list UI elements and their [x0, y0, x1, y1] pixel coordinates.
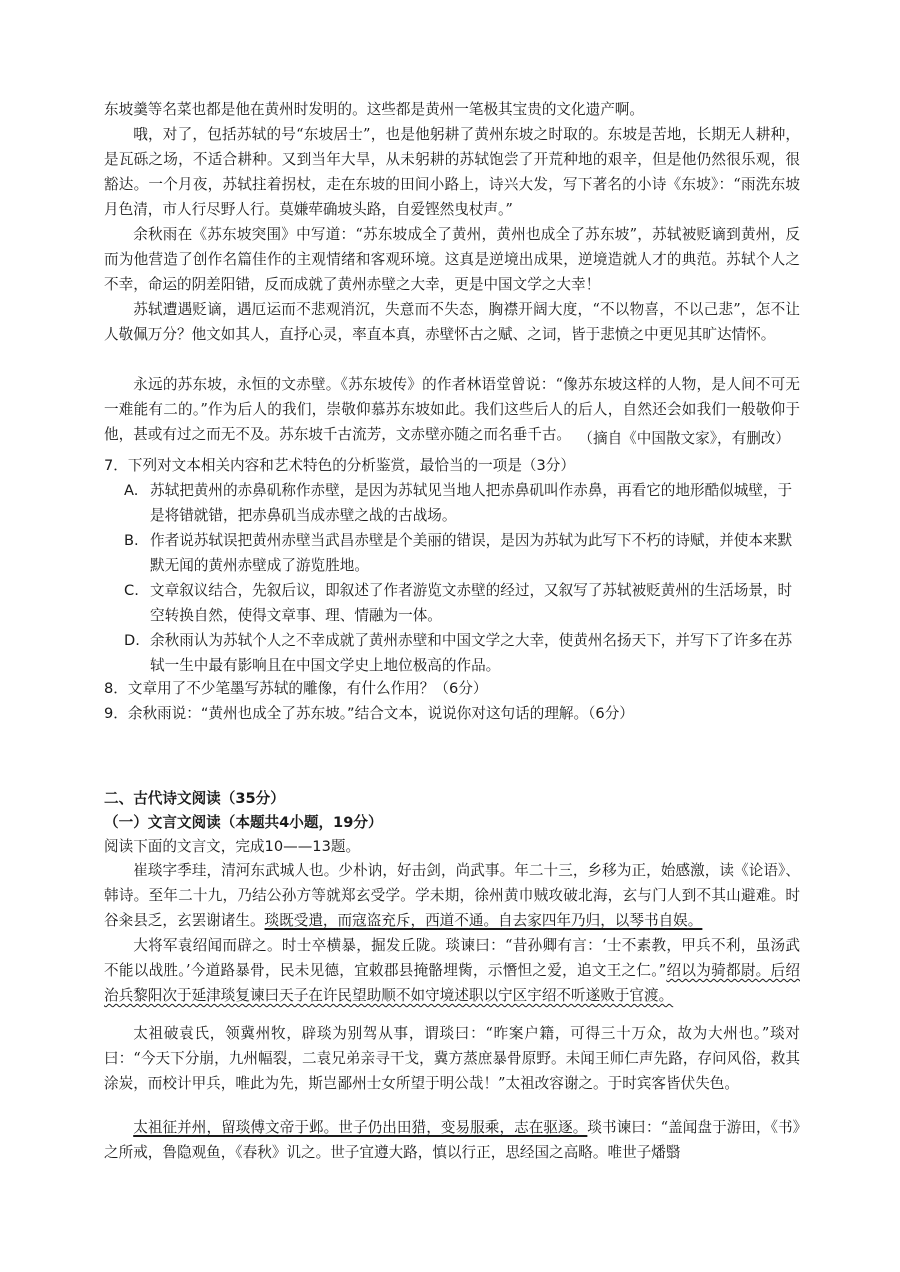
- classical-text: 大将军袁绍闻而辟之。时士卒横暴，掘发丘陇。琰谏曰：“昔孙卿有言：‘士不素教，甲兵不利，虽汤武不能以战胜。’今道路暴骨，民未见德，宜敕郡县掩骼埋胔，示憯怛之爱，追文王之仁。”: [104, 937, 800, 979]
- option-text: 余秋雨认为苏轼个人之不幸成就了黄州赤壁和中国文学之大幸，使黄州名扬天下，并写下了许多在苏轼一生中最有影响且在中国文学史上地位极高的作品。: [150, 632, 793, 674]
- question-9: 9．余秋雨说：“黄州也成全了苏东坡。”结合文本，说说你对这句话的理解。（6分）: [104, 705, 634, 722]
- classical-text: 崔琰字季珪，清河东武城人也。少朴讷，好击剑，尚武事。年二十三，乡移为正，始感激，读《论语》、韩诗。至年二十九，乃结公孙方等就郑玄受学。学未期，徐州黄巾贼攻破北海，玄与门人到不其山避难。时谷籴县乏，玄罢谢诸生。: [104, 862, 800, 929]
- option-label: C.: [124, 582, 139, 599]
- q7-option-d: [124, 628, 804, 678]
- option-text: 作者说苏轼误把黄州赤壁当武昌赤壁是个美丽的错误，是因为苏轼为此写下不朽的诗赋，并使本来默默无闻的黄州赤壁成了游览胜地。: [150, 532, 793, 574]
- section-2-subtitle: （一）文言文阅读（本题共4小题，19分）: [104, 814, 383, 831]
- classical-text: 琰书谏曰：“盖闻盘于游田，《书》之所戒，鲁隐观鱼，《春秋》讥之。世子宜遵大路，慎以行正，思经国之高略。唯世子燔翳: [104, 1119, 800, 1161]
- classical-paragraph-2: [104, 933, 800, 1008]
- option-label: D.: [124, 632, 140, 649]
- question-7: 7．下列对文本相关内容和艺术特色的分析鉴赏，最恰当的一项是（3分）: [104, 457, 575, 474]
- section-2-title: 二、古代诗文阅读（35分）: [104, 790, 285, 807]
- q7-option-a: [124, 478, 804, 528]
- option-text: 苏轼把黄州的赤鼻矶称作赤壁，是因为苏轼见当地人把赤鼻矶叫作赤鼻，再看它的地形酷似城壁，于是将错就错，把赤鼻矶当成赤壁之战的古战场。: [150, 482, 793, 524]
- passage-paragraph-1: 哦，对了，包括苏轼的号“东坡居士”，也是他躬耕了黄州东坡之时取的。东坡是苦地，长期无人耕种，是瓦砾之场，不适合耕种。又到当年大旱，从未躬耕的苏轼饱尝了开荒种地的艰辛，但是他仍然很乐观，很豁达。一个月夜，苏轼拄着拐杖，走在东坡的田间小路上，诗兴大发，写下著名的小诗《东坡》：“雨洗东坡月色清，市人行尽野人行。莫嫌荦确坡头路，自爱铿然曳杖声。”: [104, 126, 800, 218]
- section-2-instructions: 阅读下面的文言文，完成10——13题。: [104, 838, 361, 855]
- option-text: 文章叙议结合，先叙后议，即叙述了作者游览文赤壁的经过，又叙写了苏轼被贬黄州的生活场景，时空转换自然，使得文章事、理、情融为一体。: [150, 582, 793, 624]
- passage-source: （摘自《中国散文家》，有删改）: [578, 430, 790, 447]
- classical-paragraph-3: 太祖破袁氏，领冀州牧，辟琰为别驾从事，谓琰曰：“昨案户籍，可得三十万众，故为大州也。”琰对曰：“今天下分崩，九州幅裂，二袁兄弟亲寻干戈，冀方蒸庶暴骨原野。未闻王师仁声先路，存问风俗，救其涂炭，而校计甲兵，唯此为先，斯岂鄙州士女所望于明公哉！”太祖改容谢之。于时宾客皆伏失色。: [104, 1025, 800, 1092]
- option-label: B.: [124, 532, 139, 549]
- passage-paragraph-2: 余秋雨在《苏东坡突围》中写道：“苏东坡成全了黄州，黄州也成全了苏东坡”，苏轼被贬谪到黄州，反而为他营造了创作名篇佳作的主观情绪和客观环境。这真是逆境出成果，逆境造就人才的典范。苏轼个人之不幸，命运的阴差阳错，反而成就了黄州赤壁之大幸，更是中国文学之大幸！: [104, 226, 800, 293]
- passage-paragraph-0: 东坡羹等名菜也都是他在黄州时发明的。这些都是黄州一笔极其宝贵的文化遗产啊。: [104, 101, 644, 118]
- q7-option-c: [124, 578, 804, 628]
- question-8: 8．文章用了不少笔墨写苏轼的雕像，有什么作用？（6分）: [104, 680, 488, 697]
- passage-paragraph-3: 苏轼遭遇贬谪，遇厄运而不悲观消沉，失意而不失态，胸襟开阔大度，“不以物喜，不以己悲”，怎不让人敬佩万分？他文如其人，直抒心灵，率直本真，赤壁怀古之赋、之词，皆于悲愤之中更见其旷达情怀。: [104, 301, 800, 343]
- underlined-sentence: 太祖征并州，留琰傅文帝于邺。世子仍出田猎，变易服乘，志在驱逐。: [133, 1119, 588, 1136]
- underlined-sentence: 琰既受遣，而寇盗充斥，西道不通。自去家四年乃归，以琴书自娱。: [264, 912, 703, 929]
- wavy-underlined-passage: 绍以为骑都尉。后绍治兵黎阳次于延津琰复谏曰天子在许民望助顺不如守境述职以宁区宇绍不听遂败于官渡。: [104, 962, 800, 1004]
- passage-paragraph-4: 永远的苏东坡，永恒的文赤壁。《苏东坡传》的作者林语堂曾说：“像苏东坡这样的人物，是人间不可无一难能有二的。”作为后人的我们，崇敬仰慕苏东坡如此。我们这些后人的后人，自然还会如我们一般敬仰于他，甚或有过之而无不及。苏东坡千古流芳，文赤壁亦随之而名垂千古。: [104, 376, 800, 443]
- option-label: A.: [124, 482, 139, 499]
- classical-paragraph-1: [104, 858, 800, 933]
- q7-option-b: [124, 528, 804, 578]
- classical-paragraph-4: [104, 1115, 800, 1165]
